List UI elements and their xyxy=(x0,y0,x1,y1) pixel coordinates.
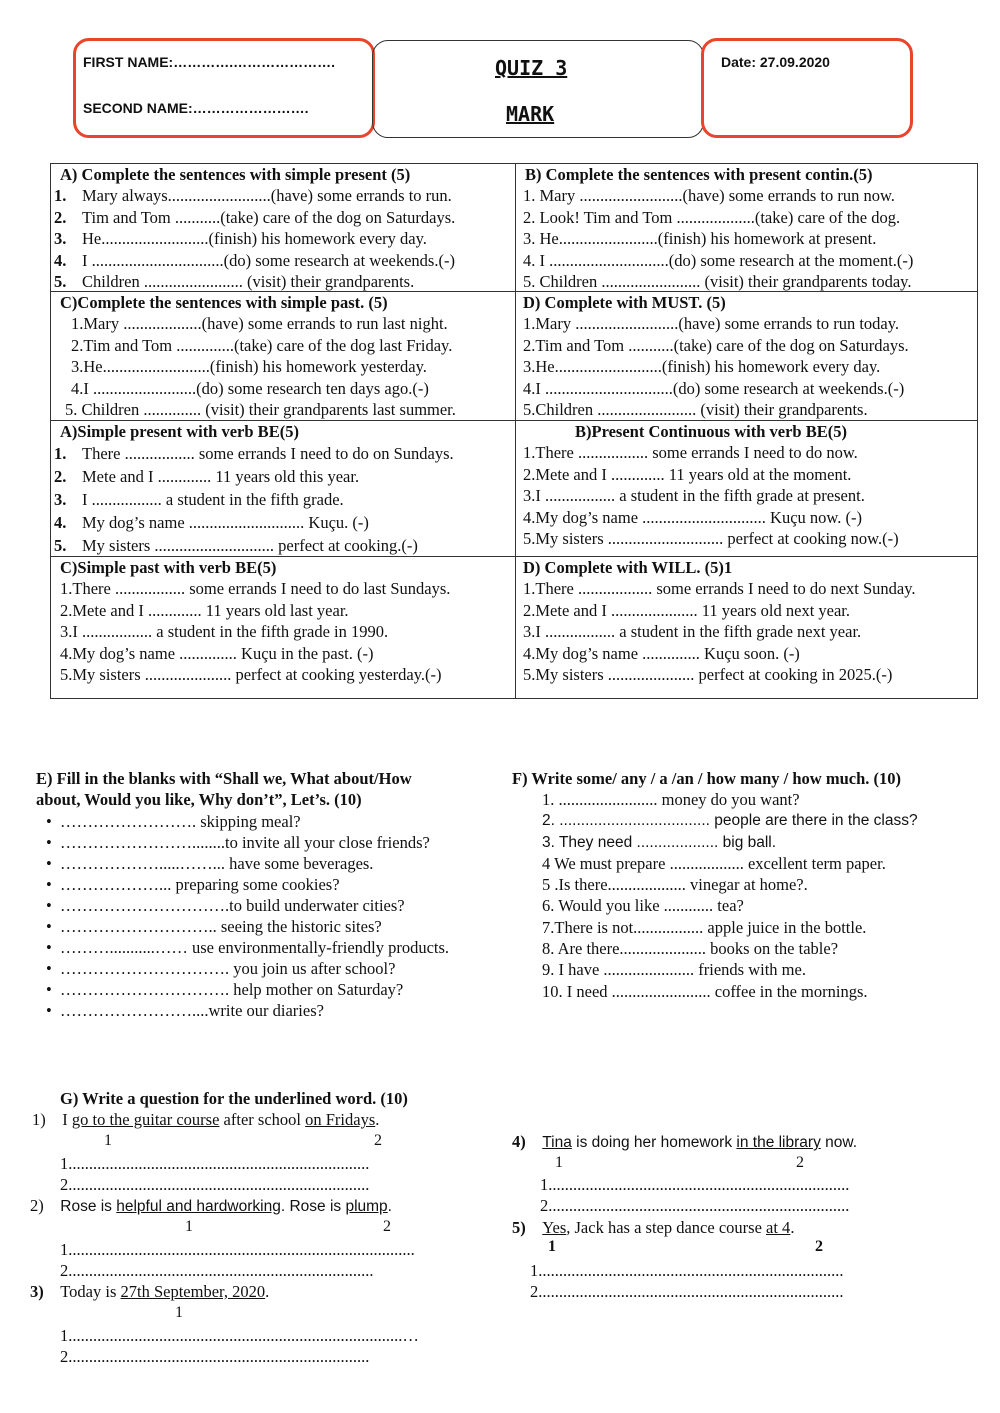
exercise-grid xyxy=(50,163,978,699)
section-a2-title: A)Simple present with verb BE(5) xyxy=(60,422,299,441)
list-item: 5. My sisters ............................. perfect at cooking.(-) xyxy=(54,536,418,555)
list-item: 5.My sisters ..................... perfect at cooking in 2025.(-) xyxy=(523,665,893,685)
section-g-title: G) Write a question for the underlined word. (10) xyxy=(60,1089,408,1108)
list-item: 4 We must prepare .................. excellent term paper. xyxy=(542,853,886,873)
list-item: 2.Mete and I ............. 11 years old last year. xyxy=(60,600,349,620)
question-3: 3) Today is 27th September, 2020. xyxy=(30,1282,270,1301)
list-item: 3. I ................. a student in the fifth grade. xyxy=(54,490,344,509)
section-e-title-line1: E) Fill in the blanks with “Shall we, What about/How xyxy=(36,769,412,788)
list-item: 2. Look! Tim and Tom ...................(take) care of the dog. xyxy=(523,207,901,227)
answer-line[interactable]: 2......................................................................... xyxy=(60,1175,370,1194)
section-d1-title: D) Complete with MUST. (5) xyxy=(523,293,726,312)
list-item: 1. Mary .........................(have) some errands to run now. xyxy=(523,186,895,206)
list-item: 2.Mete and I ............. 11 years old at the moment. xyxy=(523,464,852,484)
list-item: 1. There ................. some errands I need to do on Sundays. xyxy=(54,444,454,463)
underline-marker-1: 1 xyxy=(185,1218,193,1235)
question-1: 1) I go to the guitar course after school on Fridays. xyxy=(32,1110,380,1129)
list-item: • …………………………. help mother on Saturday? xyxy=(46,980,404,999)
list-item: 4.I ...............................(do) some research at weekends.(-) xyxy=(523,378,905,398)
section-c2-title: C)Simple past with verb BE(5) xyxy=(60,558,277,577)
list-item: 4.My dog’s name .............. Kuçu soon. (-) xyxy=(523,643,800,663)
list-item: 1.There .................. some errands I need to do next Sunday. xyxy=(523,579,916,599)
section-f-title: F) Write some/ any / a /an / how many / how much. (10) xyxy=(512,769,901,788)
list-item: 4.I .........................(do) some research ten days ago.(-) xyxy=(71,378,429,398)
answer-line[interactable]: 2.......................................................................... xyxy=(530,1282,844,1301)
list-item: 4. I ................................(do) some research at weekends.(-) xyxy=(54,250,455,270)
section-e-list xyxy=(46,811,449,1021)
underline-marker-2: 2 xyxy=(383,1218,391,1235)
list-item: 9. I have ...................... friends with me. xyxy=(542,960,806,980)
underline-marker-1: 1 xyxy=(548,1238,556,1255)
date-label: Date: 27.09.2020 xyxy=(721,54,830,70)
list-item: 5. Children ........................ (visit) their grandparents. xyxy=(54,272,415,292)
list-item: 4. My dog’s name ............................ Kuçu. (-) xyxy=(54,513,369,532)
list-item: 3. He........................(finish) his homework at present. xyxy=(523,229,877,249)
list-item: 10. I need ........................ coffee in the mornings. xyxy=(542,981,868,1001)
section-f-list xyxy=(542,789,918,1002)
section-d2 xyxy=(523,557,916,685)
section-e-title-line2: about, Would you like, Why don’t”, Let’s. (10) xyxy=(36,790,362,809)
underline-marker-1: 1 xyxy=(555,1154,563,1171)
underline-marker-1: 1 xyxy=(104,1132,112,1149)
date-box xyxy=(701,38,913,138)
list-item: 2.Tim and Tom ..............(take) care of the dog last Friday. xyxy=(71,335,453,355)
grid-divider-vertical xyxy=(515,164,516,698)
section-d1 xyxy=(523,292,909,420)
list-item: 1.Mary ...................(have) some errands to run last night. xyxy=(71,314,448,334)
underline-marker-2: 2 xyxy=(374,1132,382,1149)
list-item: 4.My dog’s name .............................. Kuçu now. (-) xyxy=(523,507,862,527)
section-c1 xyxy=(60,292,456,420)
list-item: • ……………………........to invite all your close friends? xyxy=(46,833,430,852)
section-d2-title: D) Complete with WILL. (5)1 xyxy=(523,558,733,577)
answer-line[interactable]: 1......................................................................... xyxy=(60,1154,370,1173)
list-item: 2.Tim and Tom ...........(take) care of the dog on Saturdays. xyxy=(523,335,909,355)
list-item: • ……………………....write our diaries? xyxy=(46,1001,324,1020)
list-item: • …………………………. you join us after school? xyxy=(46,959,396,978)
quiz-title: QUIZ 3 xyxy=(495,56,568,80)
section-e-title xyxy=(36,768,412,810)
list-item: • ……………….....……... have some beverages. xyxy=(46,854,374,873)
list-item: 1. ........................ money do you want? xyxy=(542,790,800,809)
answer-line[interactable]: 1......................................................................... xyxy=(540,1175,850,1194)
first-name-label[interactable]: FIRST NAME:………….…………………. xyxy=(83,54,335,70)
list-item: 3.He..........................(finish) his homework every day. xyxy=(523,357,881,377)
section-c2 xyxy=(60,557,450,685)
list-item: 3.He..........................(finish) his homework yesterday. xyxy=(71,357,427,377)
section-b2 xyxy=(523,421,899,549)
list-item: • ………………... preparing some cookies? xyxy=(46,875,340,894)
list-item: 5.Children ........................ (visit) their grandparents. xyxy=(523,400,868,420)
question-2: 2) Rose is helpful and hardworking. Rose is plump. xyxy=(30,1196,392,1215)
answer-line[interactable]: 2......................................................................... xyxy=(60,1347,370,1366)
list-item: 3. He..........................(finish) his homework every day. xyxy=(54,229,427,249)
answer-line[interactable]: 2......................................................................... xyxy=(540,1196,850,1215)
list-item: 5.My sisters ..................... perfect at cooking yesterday.(-) xyxy=(60,665,442,685)
section-c1-title: C)Complete the sentences with simple past. (5) xyxy=(60,293,388,312)
answer-line[interactable]: 1.......................................................................... xyxy=(530,1261,844,1280)
mark-label: MARK xyxy=(506,102,555,126)
section-b2-title: B)Present Continuous with verb BE(5) xyxy=(575,422,847,441)
section-b1 xyxy=(523,164,913,292)
list-item: 2. ................................... people are there in the class? xyxy=(542,812,918,830)
list-item: • ………………………….to build underwater cities? xyxy=(46,896,405,915)
list-item: • ……………………….. seeing the historic sites? xyxy=(46,917,382,936)
underline-marker-1: 1 xyxy=(175,1304,183,1321)
list-item: 2. Tim and Tom ...........(take) care of the dog on Saturdays. xyxy=(54,207,456,227)
section-a1 xyxy=(54,164,455,292)
section-b1-title: B) Complete the sentences with present contin.(5) xyxy=(525,165,873,184)
underline-marker-2: 2 xyxy=(815,1238,823,1255)
list-item: 8. Are there..................... books on the table? xyxy=(542,939,839,959)
underline-marker-2: 2 xyxy=(796,1154,804,1171)
list-item: 2. Mete and I ............. 11 years old this year. xyxy=(54,467,360,486)
list-item: 2.Mete and I ..................... 11 years old next year. xyxy=(523,600,851,620)
question-5: 5) Yes, Jack has a step dance course at 4. xyxy=(512,1218,795,1237)
list-item: 3.I ................. a student in the fifth grade at present. xyxy=(523,486,865,506)
answer-line[interactable]: 2.......................................................................... xyxy=(60,1261,374,1280)
list-item: 3.I ................. a student in the fifth grade in 1990. xyxy=(60,622,389,642)
list-item: 3.I ................. a student in the fifth grade next year. xyxy=(523,622,862,642)
list-item: 4.My dog’s name .............. Kuçu in the past. (-) xyxy=(60,643,374,663)
question-4: 4) Tina is doing her homework in the library now. xyxy=(512,1132,858,1151)
name-box xyxy=(73,38,375,138)
list-item: 1.Mary .........................(have) some errands to run today. xyxy=(523,314,900,334)
list-item: 3. They need ................... big ball. xyxy=(542,833,777,851)
list-item: 7.There is not................. apple juice in the bottle. xyxy=(542,917,867,937)
section-a1-title: A) Complete the sentences with simple present (5) xyxy=(60,165,411,184)
list-item: 1.There ................. some errands I need to do last Sundays. xyxy=(60,579,451,599)
list-item: 5 .Is there................... vinegar at home?. xyxy=(542,875,808,895)
list-item: 5. Children .............. (visit) their grandparents last summer. xyxy=(65,400,456,420)
list-item: 6. Would you like ............ tea? xyxy=(542,896,744,916)
list-item: 5. Children ........................ (visit) their grandparents today. xyxy=(523,272,912,292)
list-item: 5.My sisters ............................ perfect at cooking now.(-) xyxy=(523,529,899,549)
answer-line[interactable]: 1.................................................................................… xyxy=(60,1326,419,1345)
section-a2 xyxy=(54,421,454,557)
list-item: • ………...........…… use environmentally-friendly products. xyxy=(46,938,450,957)
list-item: 4. I .............................(do) some research at the moment.(-) xyxy=(523,250,914,270)
answer-line[interactable]: 1.................................................................................... xyxy=(60,1240,415,1259)
list-item: 1.There ................. some errands I need to do now. xyxy=(523,443,858,463)
second-name-label[interactable]: SECOND NAME:……………………. xyxy=(83,100,309,116)
list-item: • ……………………. skipping meal? xyxy=(46,812,301,831)
list-item: 1. Mary always.........................(have) some errands to run. xyxy=(54,186,452,206)
